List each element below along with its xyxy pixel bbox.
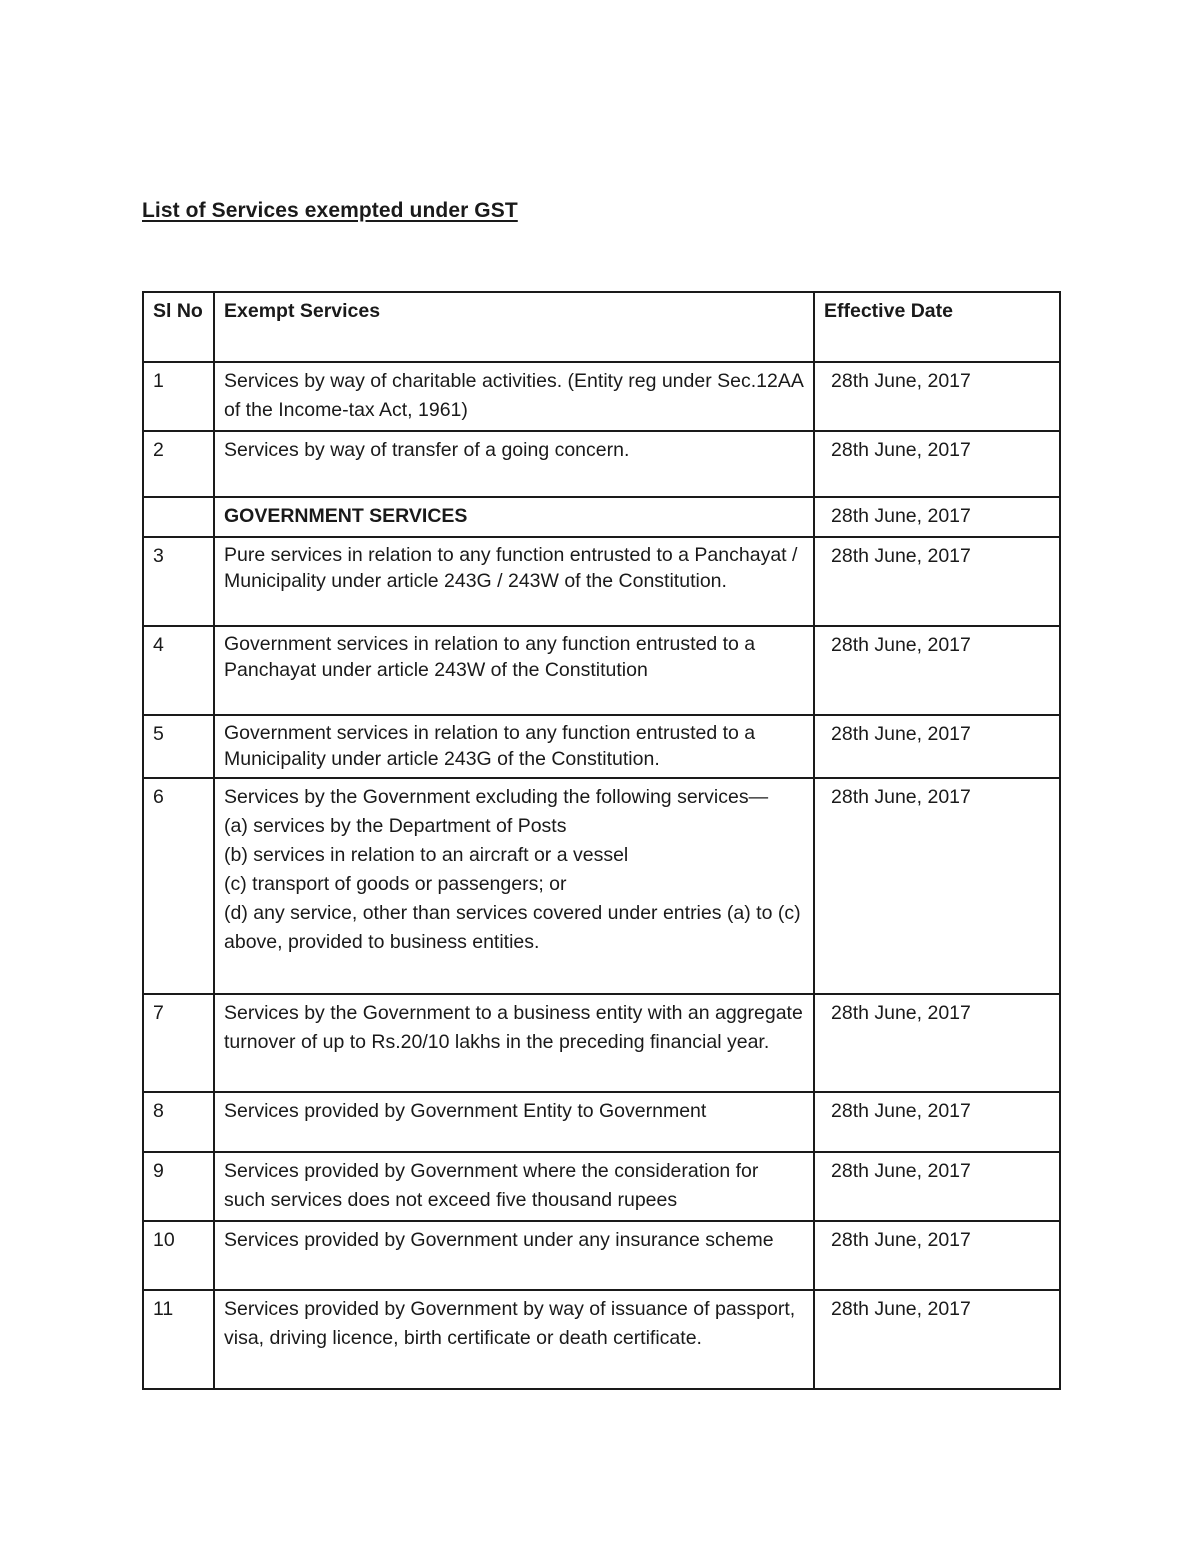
table-row: [143, 431, 1060, 497]
row-service: Services provided by Government Entity to Government: [214, 1092, 814, 1152]
table-row: [143, 626, 1060, 715]
row-number: 11: [143, 1290, 214, 1389]
row-service: Government services in relation to any function entrusted to a Municipality under article 243G of the Constitution.: [214, 715, 814, 778]
row-date: 28th June, 2017: [814, 715, 1060, 778]
table-row: [143, 1152, 1060, 1221]
row-service: Government services in relation to any function entrusted to a Panchayat under article 243W of the Constitution: [214, 626, 814, 715]
table-row: [143, 497, 1060, 537]
header-sl-no: Sl No: [143, 292, 214, 362]
row-number: 2: [143, 431, 214, 497]
sub-item: (a) services by the Department of Posts: [224, 815, 567, 837]
row-service-with-subitems: [214, 778, 814, 994]
row-number: 3: [143, 537, 214, 626]
sub-item: (d) any service, other than services covered under entries (a) to (c) above, provided to business entities.: [224, 902, 801, 953]
row-number: 9: [143, 1152, 214, 1221]
row-date: 28th June, 2017: [814, 431, 1060, 497]
row-date: 28th June, 2017: [814, 994, 1060, 1092]
row-service: Services by way of transfer of a going concern.: [214, 431, 814, 497]
row-service: Services by the Government excluding the following services—: [224, 786, 769, 808]
row-date: 28th June, 2017: [814, 626, 1060, 715]
row-date: 28th June, 2017: [814, 362, 1060, 431]
sub-item: (b) services in relation to an aircraft or a vessel: [224, 844, 629, 866]
row-number: [143, 497, 214, 537]
table-row: [143, 778, 1060, 994]
table-row: [143, 362, 1060, 431]
table-row: [143, 1290, 1060, 1389]
row-service: Services by way of charitable activities. (Entity reg under Sec.12AA of the Income-tax Act, 1961): [214, 362, 814, 431]
table-row: [143, 994, 1060, 1092]
row-date: 28th June, 2017: [814, 778, 1060, 994]
row-number: 5: [143, 715, 214, 778]
exempt-services-table: [142, 291, 1061, 1390]
sub-item: (c) transport of goods or passengers; or: [224, 873, 567, 895]
row-number: 1: [143, 362, 214, 431]
row-number: 8: [143, 1092, 214, 1152]
row-number: 6: [143, 778, 214, 994]
table-header-row: [143, 292, 1060, 362]
row-date: 28th June, 2017: [814, 1092, 1060, 1152]
row-date: 28th June, 2017: [814, 1221, 1060, 1290]
row-number: 10: [143, 1221, 214, 1290]
header-effective-date: Effective Date: [814, 292, 1060, 362]
row-section-heading: GOVERNMENT SERVICES: [214, 497, 814, 537]
row-number: 7: [143, 994, 214, 1092]
page-title: List of Services exempted under GST: [142, 199, 518, 222]
table-row: [143, 537, 1060, 626]
row-service: Services provided by Government where the consideration for such services does not exceed five thousand rupees: [214, 1152, 814, 1221]
row-date: 28th June, 2017: [814, 1290, 1060, 1389]
row-service: Services provided by Government under any insurance scheme: [214, 1221, 814, 1290]
row-date: 28th June, 2017: [814, 537, 1060, 626]
row-service: Services provided by Government by way of issuance of passport, visa, driving licence, birth certificate or death certificate.: [214, 1290, 814, 1389]
row-service: Services by the Government to a business entity with an aggregate turnover of up to Rs.20/10 lakhs in the preceding financial year.: [214, 994, 814, 1092]
table-row: [143, 1092, 1060, 1152]
row-date: 28th June, 2017: [814, 497, 1060, 537]
table-row: [143, 1221, 1060, 1290]
header-exempt-services: Exempt Services: [214, 292, 814, 362]
row-number: 4: [143, 626, 214, 715]
row-date: 28th June, 2017: [814, 1152, 1060, 1221]
row-service: Pure services in relation to any function entrusted to a Panchayat / Municipality under article 243G / 243W of the Constitution.: [214, 537, 814, 626]
table-row: [143, 715, 1060, 778]
